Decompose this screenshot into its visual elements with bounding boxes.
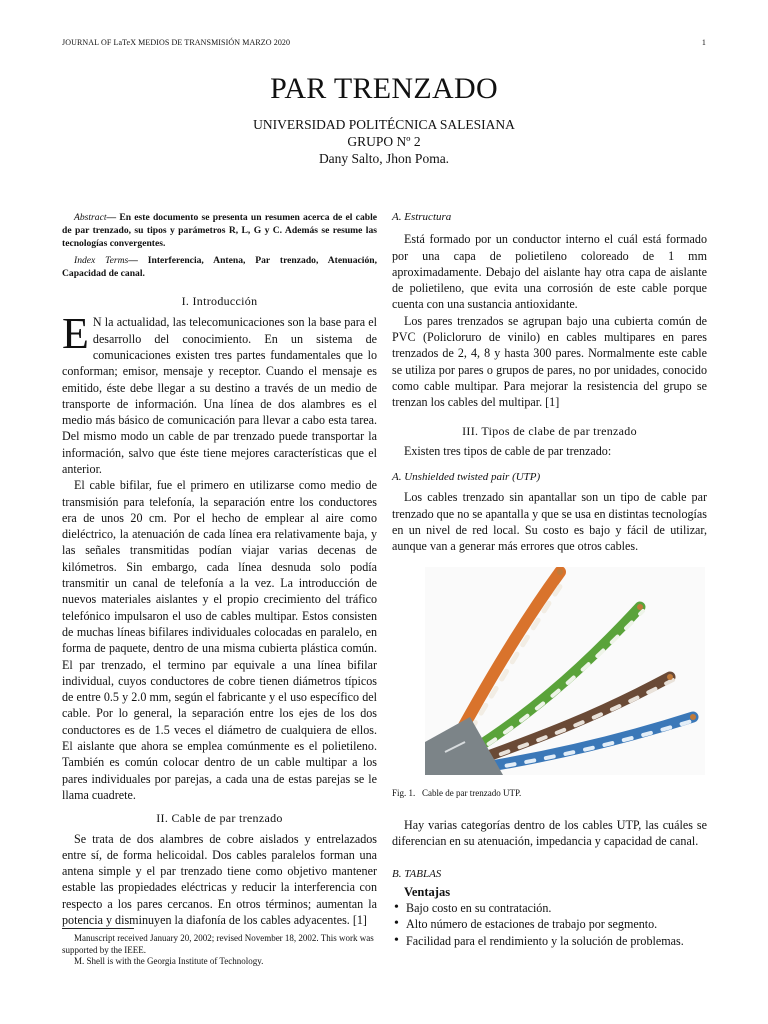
list-item: • Bajo costo en su contratación.: [392, 900, 707, 916]
tipos-paragraph: Existen tres tipos de cable de par trenzado:: [404, 443, 612, 458]
list-item: • Alto número de estaciones de trabajo por segmento.: [392, 916, 707, 932]
footnotes: [62, 933, 377, 968]
right-column-top: [392, 209, 707, 555]
figure-caption-text: Cable de par trenzado UTP.: [422, 788, 522, 798]
categories-paragraph: Hay varias categorías dentro de los cables UTP, las cuáles se diferencian en su atenuación, impedancia y capacidad de canal.: [392, 818, 707, 849]
left-column: [62, 211, 377, 928]
subsection-b-title: B. TABLAS: [392, 867, 442, 880]
utp-cable-photo: [425, 567, 705, 775]
section-3-title: III. Tipos de clabe de par trenzado: [462, 423, 637, 438]
abstract: [62, 211, 377, 251]
subsection-utp-title: A. Unshielded twisted pair (UTP): [392, 471, 541, 484]
ventajas-list: [392, 900, 707, 949]
subsection-a-title: A. Estructura: [392, 211, 452, 223]
cable-paragraph: Se trata de dos alambres de cobre aislados y entrelazados entre sí, de forma helicoidal. Dos cables paralelos forman una antena simple y el par trenzado tiene como objetivo mantener estable las propiedades eléctricas y reducir la interferencia con respecto a los pares cercanos. En otros términos; aumentan la potencia y disminuyen la diafonía de los cables adyacentes. [1]: [62, 831, 377, 927]
intro-paragraph-2: El cable bifilar, fue el primero en utilizarse como medio de transmisión para telefonía, la separación entre los conductores era de unos 20 cm. Por el hecho de emplear al aire como dieléctrico, la atenuación de cada línea era relativamente baja, y las señales transmitidas podían viajar varias decenas de kilómetros. Sin embargo, cada línea desnuda solo podía transmitir un canal de telefonía a la vez. La introducción de nuevos materiales aislantes y el propio crecimiento del tráfico telefónico impulsaron el uso de cables multipar. Estos consisten de muchas líneas bifilares individuales colocadas en paralelo, en forma de paquete, dentro de una misma cubierta plástica común. El par trenzado, el termino par equivale a una línea bifilar individual, cuyos conductores de cobre tienen diámetros típicos de entre 0.5 y 2.0 mm, según el fabricante y el uso específico del cable. Por lo general, la separación entre los ejes de los dos conductores es de 1.5 veces el diámetro de cualquiera de ellos. El aislante que ahora se emplea comúnmente es el polietileno. También es común colocar dentro de un cable multipar a los pares individuales por parejas, a cada una de estas parejas se le llama cuadrete.: [62, 478, 377, 802]
footnote-rule: [62, 928, 134, 929]
section-2-title: II. Cable de par trenzado: [156, 811, 283, 826]
journal-header: JOURNAL OF LaTeX MEDIOS DE TRANSMISIÓN MARZO 2020: [62, 38, 291, 47]
running-header: [62, 38, 706, 47]
figure-caption: [392, 788, 521, 798]
figure-label: Fig. 1.: [392, 788, 416, 798]
abstract-text: — En este documento se presenta un resumen acerca de el cable de par trenzado, su tipos y parámetros R, L, G y C. Además se resume las tecnologías convergentes.: [62, 212, 377, 250]
ventajas-heading: Ventajas: [404, 884, 451, 899]
page-number: 1: [701, 38, 706, 47]
authors: Dany Salto, Jhon Poma.: [318, 151, 450, 166]
footnote-author: M. Shell is with the Georgia Institute of Technology.: [74, 956, 264, 966]
university: UNIVERSIDAD POLITÉCNICA SALESIANA: [253, 117, 515, 132]
index-terms: [62, 254, 377, 280]
estructura-paragraph-1: Está formado por un conductor interno el cuál está formado por una capa de polietileno coloreado de 1 mm aproximadamente. Debajo del aislante hay otra capa de aislante de polietileno, que evita una corrosión de este cable porque cuenta con una sustancia antioxidante.: [392, 232, 707, 312]
list-item: • Facilidad para el rendimiento y la solución de problemas.: [392, 933, 707, 949]
drop-cap: E: [62, 309, 89, 359]
abstract-label: Abstract: [74, 212, 107, 223]
intro-paragraph-1-text: N la actualidad, las telecomunicaciones son la base para el desarrollo del conocimiento. En un sistema de comunicaciones existen tres partes fundamentales que lo conforman; emisor, mensaje y receptor. Cuando el mensaje es emitido, éste debe llegar a su destino a través de un medio de transporte de información. Una línea de dos alambres es el medio más básico de comunicación para llevar a cabo esta tarea. Del mismo modo un cable de par trenzado puede transportar la información, salvo que éste tiene mejores características que el anterior.: [62, 315, 377, 476]
utp-paragraph: Los cables trenzado sin apantallar son un tipo de cable par trenzado que no se apantalla y que se usa en distintas tecnologías en un nivel de red local. Su costo es bajo y fácil de utilizar, aunque van a generar más errores que otros cables.: [392, 490, 707, 554]
section-1-title: I. Introducción: [181, 294, 258, 309]
intro-paragraph-1: [62, 309, 377, 477]
paper-title: PAR TRENZADO: [270, 72, 498, 105]
footnote-manuscript: Manuscript received January 20, 2002; revised November 18, 2002. This work was supported by the IEEE.: [62, 933, 374, 955]
right-column-bottom: [392, 817, 707, 949]
group: GRUPO Nº 2: [347, 134, 421, 149]
index-terms-text: — Interferencia, Antena, Par trenzado, Atenuación, Capacidad de canal.: [62, 254, 378, 279]
estructura-paragraph-2: Los pares trenzados se agrupan bajo una cubierta común de PVC (Policloruro de vinilo) en cables multipares en pares trenzados de 2, 4, 8 y hasta 300 pares. Normalmente este cable se utiliza por pares o grupos de pares, no por unidades, conocido como cable multipar. Para mejorar la resistencia del grupo se trenzan los cables del multipar. [1]: [392, 313, 707, 410]
index-terms-label: Index Terms: [74, 254, 129, 266]
